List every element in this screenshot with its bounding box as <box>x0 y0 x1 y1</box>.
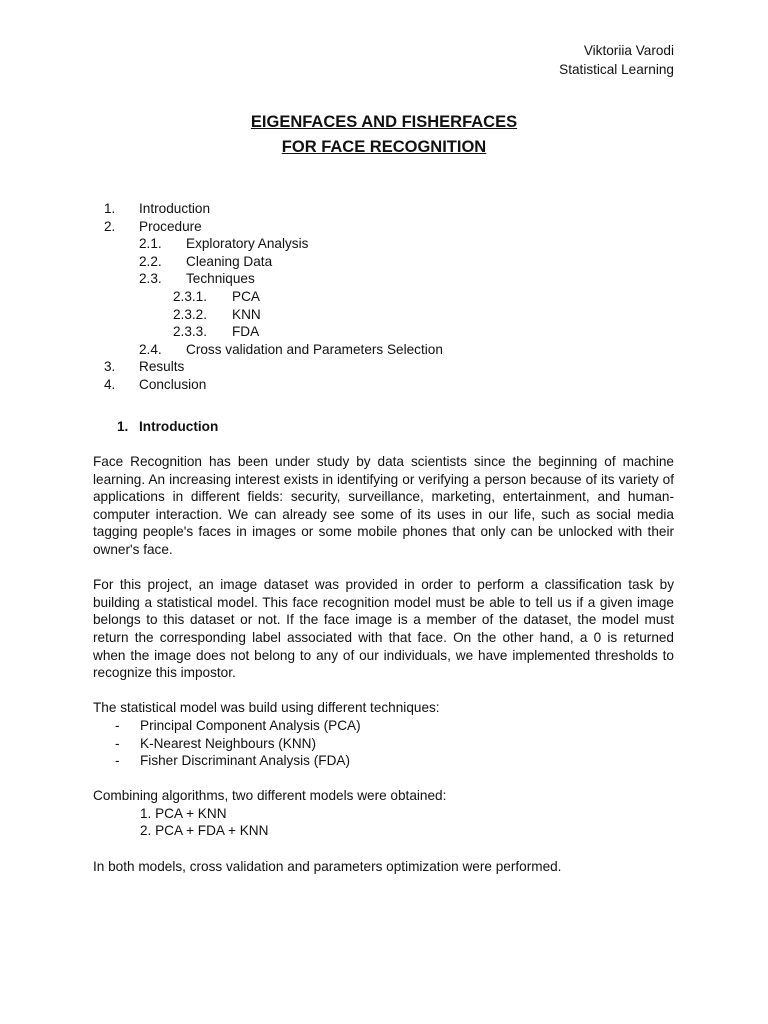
toc-label: Exploratory Analysis <box>186 236 309 252</box>
toc-number: 1. <box>104 201 116 216</box>
toc-label: FDA <box>232 324 260 340</box>
author-name: Viktoriia Varodi <box>583 43 674 58</box>
toc-item-pca <box>0 288 768 306</box>
dash-bullet: - <box>115 717 120 733</box>
paragraph-models-lead: Combining algorithms, two different models were obtained: <box>93 788 447 804</box>
toc-label: Introduction <box>139 201 211 216</box>
paragraph-intro: Face Recognition has been under study by data scientists since the beginning of machine learning. An increasing interest exists in identifying or verifying a person because of its variety of applications in different fields: security, surveillance, marketing, entertainment, and human-computer interaction. We can already see some of its uses in our life, such as social media tagging people's faces in images or some mobile phones that only can be unlocked with their owner's face. <box>93 454 674 557</box>
toc-label: Procedure <box>139 218 202 234</box>
list-item-text: K-Nearest Neighbours (KNN) <box>140 735 317 751</box>
toc-number: 2. <box>104 218 116 234</box>
title-line-1: EIGENFACES AND FISHERFACES <box>250 113 518 131</box>
section-title: Introduction <box>139 419 219 434</box>
toc-item-knn <box>0 306 768 324</box>
toc-label: Conclusion <box>139 376 207 392</box>
toc-number: 2.3. <box>139 271 162 287</box>
toc-number: 2.2. <box>139 253 162 269</box>
list-item: 1. PCA + KNN <box>140 805 227 821</box>
toc-number: 2.3.1. <box>173 288 208 304</box>
toc-label: KNN <box>232 306 261 322</box>
dash-bullet: - <box>115 735 120 751</box>
list-item <box>93 752 674 770</box>
toc-number: 2.4. <box>139 341 162 357</box>
toc-item-introduction <box>0 200 768 218</box>
toc-number: 2.3.3. <box>173 324 208 340</box>
section-number: 1. <box>117 419 129 434</box>
dash-bullet: - <box>115 753 120 769</box>
toc-item-cleaning-data <box>0 253 768 271</box>
list-item-text: Fisher Discriminant Analysis (FDA) <box>140 753 350 769</box>
toc-number: 2.3.2. <box>173 306 208 322</box>
list-item <box>93 717 674 735</box>
toc-label: PCA <box>232 288 260 304</box>
toc-number: 4. <box>104 376 116 392</box>
document-title <box>0 110 768 160</box>
toc-item-techniques <box>0 270 768 288</box>
toc-item-conclusion <box>0 376 768 394</box>
page-header <box>559 41 674 79</box>
section-body <box>93 453 674 893</box>
list-item: 2. PCA + FDA + KNN <box>140 823 269 839</box>
models-list <box>93 805 674 840</box>
toc-item-fda <box>0 323 768 341</box>
toc-label: Results <box>139 359 185 375</box>
list-item-text: Principal Component Analysis (PCA) <box>140 717 361 733</box>
title-line-2: FOR FACE RECOGNITION <box>281 138 487 156</box>
toc-item-exploratory-analysis <box>0 235 768 253</box>
toc-label: Cleaning Data <box>186 253 273 269</box>
list-item <box>93 735 674 753</box>
paragraph-cross-validation: In both models, cross validation and parameters optimization were performed. <box>93 858 562 874</box>
toc-number: 3. <box>104 359 116 375</box>
toc-label: Techniques <box>186 271 255 287</box>
techniques-list <box>93 717 674 770</box>
course-name: Statistical Learning <box>559 62 674 77</box>
toc-number: 2.1. <box>139 236 162 252</box>
toc-item-cross-validation <box>0 341 768 359</box>
toc-label: Cross validation and Parameters Selection <box>186 341 443 357</box>
paragraph-techniques-lead: The statistical model was build using different techniques: <box>93 700 440 716</box>
toc-item-results <box>0 358 768 376</box>
section-heading-introduction <box>117 418 218 436</box>
paragraph-project: For this project, an image dataset was provided in order to perform a classification task by building a statistical model. This face recognition model must be able to tell us if a given image belongs to this dataset or not. If the face image is a member of the dataset, the model must return the corresponding label associated with that face. On the other hand, a 0 is returned when the image does not belong to any of our individuals, we have implemented thresholds to recognize this impostor. <box>93 577 674 681</box>
table-of-contents <box>0 200 768 394</box>
toc-item-procedure <box>0 218 768 236</box>
